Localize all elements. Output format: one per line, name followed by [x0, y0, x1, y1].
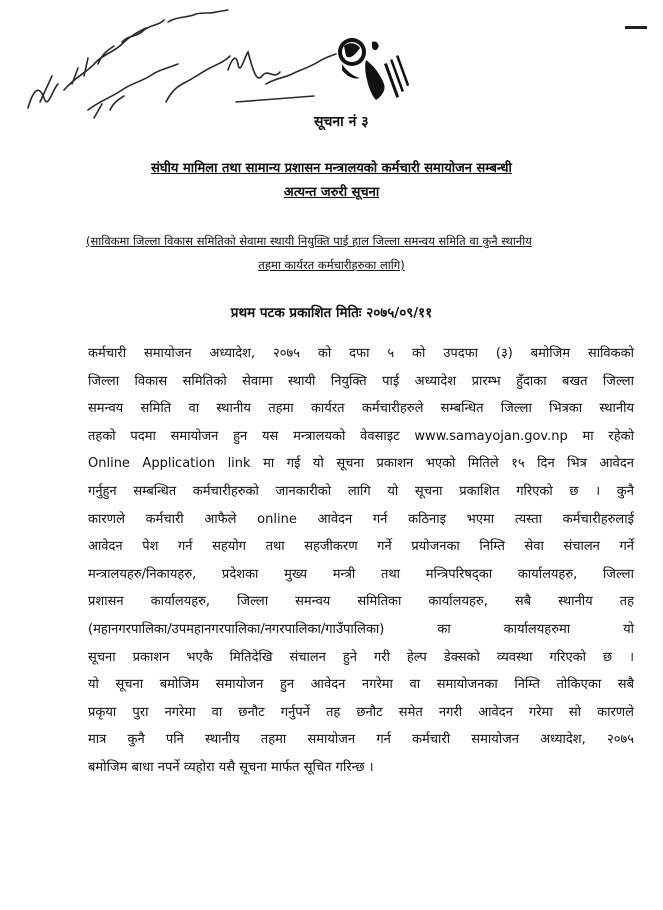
body-line: यो सूचना बमोजिम समायोजन हुन आवेदन नगरेमा वा समायोजनका निम्ति तोकिएका सबै: [88, 677, 634, 693]
body-line: आवेदन पेश गर्न सहयोग तथा सहजीकरण गर्ने प्रयोजनका निम्ति सेवा संचालन गर्ने: [88, 539, 634, 555]
title-line-2: अत्यन्त जरुरी सूचना: [283, 185, 380, 200]
body-line: Online Application link मा गई यो सूचना प्रकाशन भएको मितिले १५ दिन भित्र आवेदन: [88, 456, 634, 472]
subtitle-line-1: (साविकमा जिल्ला विकास समितिको सेवामा स्थायी नियुक्ति पाई हाल जिल्ला समन्वय समिति वा कुनै स्थानीय: [86, 234, 532, 248]
body-line: कारणले कर्मचारी आफैले online आवेदन गर्न कठिनाइ भएमा त्यस्ता कर्मचारीहरुलाई: [88, 511, 634, 527]
body-line: तहको पदमा समायोजन हुन यस मन्त्रालयको वेवसाइट www.samayojan.gov.np मा रहेको: [88, 428, 634, 444]
corner-mark: [625, 26, 647, 29]
body-line: मात्र कुनै पनि स्थानीय तहमा समायोजन गर्न कर्मचारी समायोजन अध्यादेश, २०७५: [88, 732, 634, 748]
body-line: सूचना प्रकाशन भएकै मितिदेखि संचालन हुने गरी हेल्प डेक्सको व्यवस्था गरिएको छ ।: [88, 649, 634, 665]
subtitle-line-2: तहमा कार्यरत कर्मचारीहरुका लागि): [258, 258, 405, 272]
ministry-seal: [322, 30, 412, 112]
notice-body: [88, 340, 634, 782]
body-line: समन्वय समिति वा स्थानीय तहमा कार्यरत कर्मचारीहरुले सम्बन्धित जिल्ला भित्रका स्थानीय: [88, 401, 634, 417]
body-line: जिल्ला विकास समितिको सेवामा स्थायी नियुक्ति पाई अध्यादेश प्रारम्भ हुँदाका बखत जिल्ला: [88, 373, 634, 389]
body-line: प्रशासन कार्यालयहरु, जिल्ला समन्वय समितिका कार्यालयहरु, सबै स्थानीय तह: [88, 594, 634, 610]
handwritten-note: [18, 6, 338, 124]
publish-date: प्रथम पटक प्रकाशित मितिः २०७५/०९/११: [230, 305, 433, 321]
body-line: कर्मचारी समायोजन अध्यादेश, २०७५ को दफा ५ को उपदफा (३) बमोजिम साविकको: [88, 346, 634, 361]
body-line: प्रकृया पुरा नगरेमा वा छनौट गर्नुपर्ने तह छनौट समेत नगरी आवेदन गरेमा सो कारणले: [88, 704, 634, 720]
body-line: (महानगरपालिका/उपमहानगरपालिका/नगरपालिका/गाउँपालिका) का कार्यालयहरुमा यो: [88, 621, 634, 637]
body-line: बमोजिम बाधा नपर्ने व्यहोरा यसै सूचना मार्फत सूचित गरिन्छ ।: [88, 759, 374, 775]
title-line-1: संघीय मामिला तथा सामान्य प्रशासन मन्त्रालयको कर्मचारी समायोजन सम्बन्धी: [151, 161, 512, 176]
body-line: मन्त्रालयहरु/निकायहरु, प्रदेशका मुख्य मन्त्री तथा मन्त्रिपरिषद्का कार्यालयहरु, जिल्ला: [88, 566, 634, 582]
notice-number: सूचना नं ३: [314, 114, 369, 130]
body-line: गर्नुहुन सम्बन्धित कर्मचारीहरुको जानकारीको लागि यो सूचना प्रकाशित गरिएको छ । कुनै: [88, 483, 634, 499]
